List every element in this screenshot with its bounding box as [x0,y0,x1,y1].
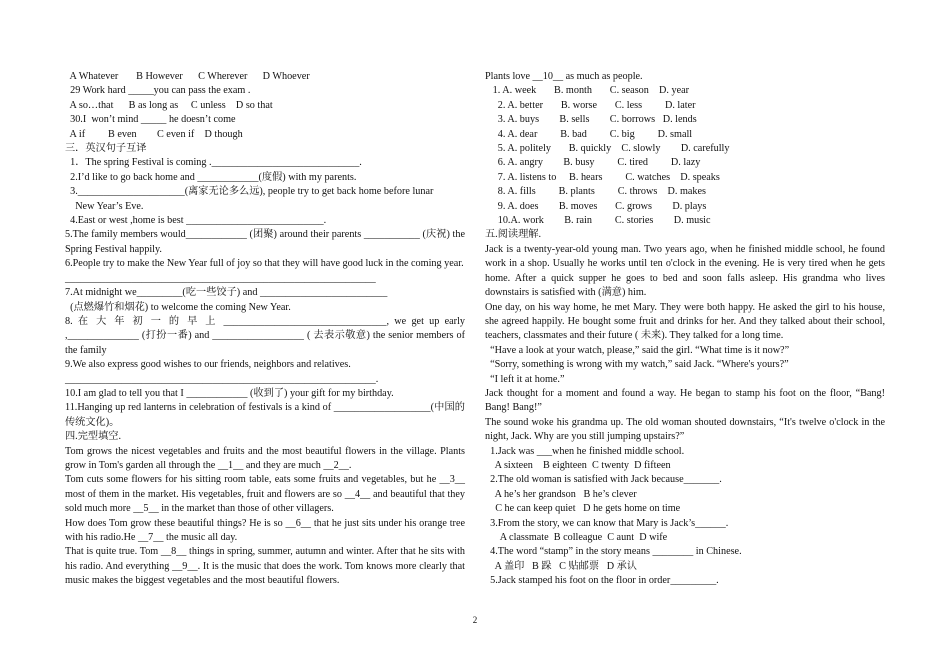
text-paragraph: That is quite true. Tom __8__ things in spring, summer, autumn and winter. After that he sits with his radio. And everything __9__. It is the music that does the work. Tom knows more clearly that music makes the biggest vegetables and the most beautiful flowers. [65,546,465,587]
text-line: A Whatever B However C Wherever D Whoever [65,71,310,82]
text-line: 4. A. dear B. bad C. big D. small [485,128,693,140]
text-line: A he’s her grandson B he’s clever [485,488,637,500]
text-line: 6. A. angry B. busy C. tired D. lazy [485,157,701,169]
text-line: A so…that B as long as C unless D so that [65,99,273,111]
text-line: 7.At midnight we_________(吃一些饺子) and _________________________ [65,287,388,299]
text-paragraph: Tom cuts some flowers for his sitting room table, eats some fruits and vegetables, but he __3__ most of them in the market. His vegetables, fruit and flowers are so __4__ and beautiful that they sold much more __5__ in the market than those of other villagers. [65,474,465,515]
text-line: 8. A. fills B. plants C. throws D. makes [485,186,707,198]
section-heading: 四.完型填空. [65,431,122,443]
section-heading: 五.阅读理解. [485,229,542,241]
text-line: 9. A. does B. moves C. grows D. plays [485,200,707,212]
text-paragraph: How does Tom grow these beautiful things? He is so __6__ that he just sits under his orange tree with his radio.He __7__ the music all day. [65,517,465,543]
text-line: 29 Work hard _____you can pass the exam . [65,85,251,97]
text-line: “Have a look at your watch, please,” said the girl. “What time is it now?” [485,344,790,356]
text-line: A classmate B colleague C aunt D wife [485,532,668,543]
text-paragraph: The sound woke his grandma up. The old woman shouted downstairs, “It's twelve o'clock in the night, Jack. Why are you still jumping upstairs?” [485,416,885,443]
text-paragraph: One day, on his way home, he met Mary. They were both happy. He asked the girl to his house, she agreed happily. He bought some fruit and drinks for her. And they talked about their school, teachers, classmates and their future ( 未来). They talked for a long time. [485,301,885,342]
text-line: 3.From the story, we can know that Mary is Jack’s______. [485,517,729,529]
text-line: C he can keep quiet D he gets home on time [485,503,681,515]
text-paragraph: 6.People try to make the New Year full of joy so that they will have good luck in the coming year. [65,258,464,270]
text-paragraph: Tom grows the nicest vegetables and fruits and the most beautiful flowers in the village. Plants grow in Tom's garden all through the __1__ and they are much __2__. [65,445,465,471]
text-line: 4.The word “stamp” in the story means ________ in Chinese. [485,546,742,558]
text-paragraph: 11.Hanging up red lanterns in celebration of festivals is a kind of ___________________(中国的传统文化)。 [65,402,465,428]
text-line: (点燃爆竹和烟花) to welcome the coming New Year. [65,301,291,313]
text-paragraph: Jack is a twenty-year-old young man. Two years ago, when he finished middle school, he found work in a shop. Usually he works until ten o'clock in the evening. He is very tired when he gets home. After a quick supper he goes to bed and soon falls asleep. His grandma who lives downstairs is satisfied with (满意) him. [485,243,885,299]
left-column [65,70,465,589]
text-line: “Sorry, something is wrong with my watch,” said Jack. “Where's yours?” [485,359,789,371]
text-line: 10.I am glad to tell you that I ____________ (收到了) your gift for my birthday. [65,387,394,399]
text-paragraph: 5.The family members would____________ (团聚) around their parents ___________ (庆祝) the Spring Festival happily. [65,229,465,255]
text-line: 7. A. listens to B. hears C. watches D. speaks [485,171,720,183]
text-line: 3._____________________(离家无论多么远), people try to get back home before lunar [65,186,434,198]
page-number: 2 [472,615,478,625]
text-line: A if B even C even if D though [65,128,243,140]
text-line: 3. A. buys B. sells C. borrows D. lends [485,114,697,126]
text-line: 5.Jack stamped his foot on the floor in order_________. [485,575,719,587]
text-line: 2. A. better B. worse C. less D. later [485,99,696,111]
text-line: 4.East or west ,home is best ___________________________. [65,215,327,227]
text-line: Plants love __10__ as much as people. [485,71,643,82]
text-line: 1. A. week B. month C. season D. year [485,85,690,97]
text-line: 5. A. politely B. quickly C. slowly D. carefully [485,143,730,155]
right-column [485,70,885,589]
text-line: _____________________________________________________________. [65,373,379,385]
text-line: 1．The spring Festival is coming ._____________________________. [65,157,362,169]
text-line: 30.I won’t mind _____ he doesn’t come [65,114,236,126]
text-line: A 盖印 B 跺 C 贴邮票 D 承认 [485,560,637,572]
text-line: _____________________________________________________________ [65,272,376,284]
text-line: 1.Jack was ___when he finished middle school. [485,445,685,457]
text-line: 10.A. work B. rain C. stories D. music [485,215,711,227]
text-line: 9.We also express good wishes to our friends, neighbors and relatives. [65,359,351,371]
text-paragraph: Jack thought for a moment and found a way. He began to stamp his foot on the floor, “Bang! Bang! Bang!” [485,387,885,414]
text-line: A sixteen B eighteen C twenty D fifteen [485,459,671,471]
text-line: 2.The old woman is satisfied with Jack because_______. [485,474,722,486]
text-line: 2.I’d like to go back home and ____________(度假) with my parents. [65,171,357,183]
text-paragraph: 8. 在 大 年 初 一 的 早 上 ________________________________, we get up early ,______________ (打扮一番) and __________________ ( 去表示敬意) the senior members of the family [65,315,465,356]
text-line: “I left it at home.” [485,373,565,385]
section-heading: 三．英汉句子互译 [65,143,147,155]
text-line: New Year’s Eve. [65,200,144,212]
